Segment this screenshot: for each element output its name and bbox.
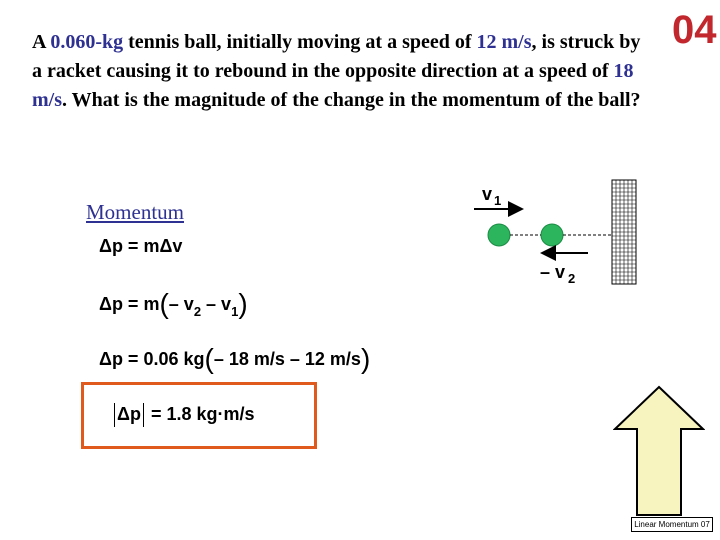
- equation-term: – v: [201, 294, 232, 314]
- answer-box: [81, 382, 317, 449]
- answer-value: = 1.8 kg·m/s: [145, 403, 255, 424]
- mass-value: 0.060-kg: [50, 31, 124, 53]
- v2-label: – v: [540, 262, 566, 282]
- equation-numeric: [99, 340, 370, 372]
- equation-term: – 18 m/s – 12 m/s: [213, 349, 361, 369]
- paren-close: ): [360, 343, 371, 374]
- equation-substitution: [99, 285, 248, 317]
- slide-number: 04: [672, 8, 717, 52]
- abs-bar-right: [143, 403, 144, 427]
- answer-symbol: Δp: [117, 403, 141, 424]
- footer-label: Linear Momentum 07: [631, 517, 713, 532]
- initial-speed-value: 12 m/s: [476, 31, 532, 53]
- paren-open: (: [204, 343, 214, 374]
- up-arrow-button[interactable]: [613, 385, 705, 517]
- subscript: 2: [193, 304, 202, 319]
- answer-equation: [112, 403, 255, 427]
- problem-text: tennis ball, initially moving at a speed of: [123, 31, 477, 53]
- ball-before: [488, 224, 510, 246]
- problem-text: . What is the magnitude of the change in the momentum of the ball?: [62, 89, 641, 111]
- subscript: 1: [231, 304, 239, 319]
- final-speed-value: 18 m/s: [32, 60, 634, 111]
- v2-subscript: 2: [568, 271, 576, 286]
- paren-close: ): [238, 288, 248, 319]
- v1-label: v: [482, 184, 493, 204]
- racket-strings: [612, 180, 636, 284]
- equation-term: – v: [168, 294, 194, 314]
- ball-after: [541, 224, 563, 246]
- paren-open: (: [159, 288, 169, 319]
- up-arrow-icon: [615, 387, 703, 515]
- equation-lhs: Δp = m: [99, 294, 160, 314]
- problem-text: , is struck by a racket causing it to rebound in the opposite direction at a speed of: [32, 31, 641, 82]
- abs-bar-left: [114, 403, 115, 427]
- equation-definition: Δp = mΔv: [99, 236, 183, 256]
- equation-lhs: Δp = 0.06 kg: [99, 349, 205, 369]
- v1-subscript: 1: [494, 193, 502, 208]
- problem-statement: [32, 28, 642, 115]
- momentum-link[interactable]: Momentum: [86, 200, 184, 224]
- collision-diagram: [470, 178, 640, 288]
- problem-text: A: [32, 31, 51, 53]
